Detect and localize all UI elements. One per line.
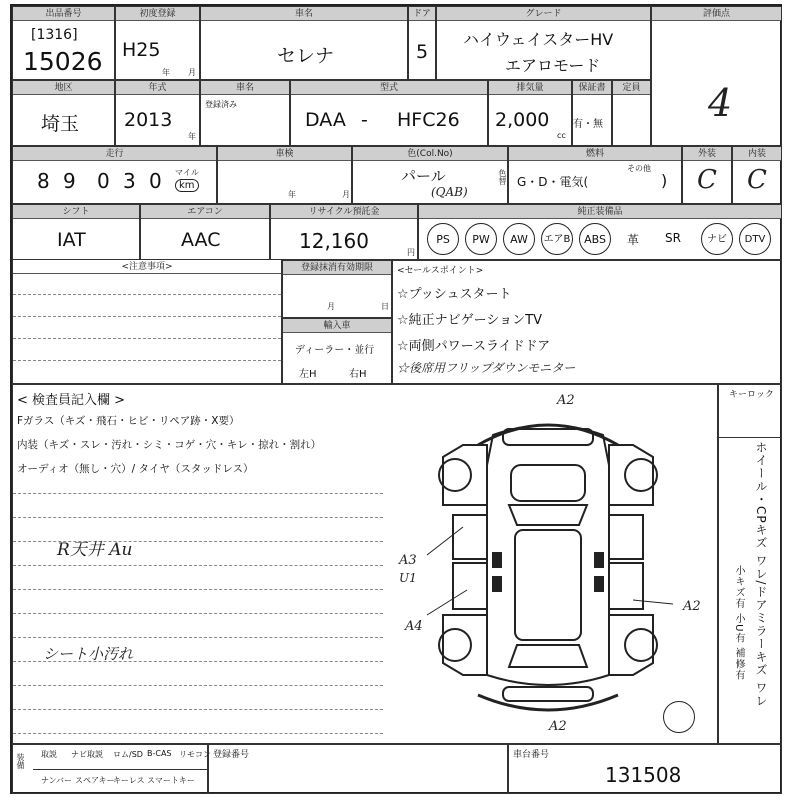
mileage-unit-mile: マイル [175,168,199,177]
displacement-unit: cc [557,131,566,140]
model-cell [290,80,488,146]
mark-a2-top: A2 [557,393,575,408]
equip-aw: AW [503,223,535,255]
reg-note-cell [200,80,290,146]
sales-points-header: <セールスポイント> [397,266,484,276]
inspection-month-unit: 月 [342,190,350,199]
model-prefix: DAA [305,109,346,131]
inspector-ruled-area [13,481,383,745]
doc-spare-key: スペアキー [75,776,115,785]
exterior-grade: C [697,165,717,195]
warranty-cell [572,80,612,146]
fuel-other: その他 [627,164,651,173]
color-main: パール [401,167,446,185]
doc-grid-line [33,769,207,770]
lot-cell [12,6,115,80]
mileage-d3: 3 [123,169,136,193]
mileage-header: 走行 [13,147,216,161]
recycle-header: リサイクル預託金 [271,205,417,219]
mark-a4: A4 [405,619,423,634]
capacity-header: 定員 [613,81,650,95]
model-year-value: 2013 [124,109,173,131]
doc-number: ナンバー [41,776,73,785]
capacity-cell [612,80,651,146]
sales-point-2: ☆純正ナビゲーションTV [397,313,542,328]
grade-line1: ハイウェイスターHV [463,30,614,49]
equip-navi: ナビ [701,223,733,255]
rating-value: 4 [708,81,733,125]
car-diagram [423,405,673,725]
color-header: 色(Col.No) [353,147,507,161]
bottom-header: 装備 [16,753,25,769]
model-code: HFC26 [397,109,460,131]
inspection-year-unit: 年 [288,190,296,199]
equipment-cell [418,204,782,260]
equip-leather: 革 [627,233,640,247]
aircon-cell [140,204,270,260]
inspector-line-1: Fガラス（キズ・飛石・ヒビ・リペア跡・X要） [17,415,240,427]
door-value: 5 [416,41,429,63]
import-header: 輸入車 [283,319,391,333]
key-lock-cell [718,384,782,744]
doc-bcas: B-CAS [147,749,172,758]
sales-point-1: ☆プッシュスタート [397,287,512,302]
fuel-options: G・D・電気( [517,175,589,189]
region-header: 地区 [13,81,114,95]
equip-ps: PS [427,223,459,255]
exterior-header: 外装 [683,147,731,161]
color-side: 色替 [498,169,507,185]
warranty-header: 保証書 [573,81,611,95]
inspector-line-2: 内装（キズ・スレ・汚れ・シミ・コゲ・穴・キレ・掠れ・割れ） [17,439,322,451]
notes-header: <注意事項> [13,260,281,274]
model-dash: - [361,109,368,131]
interior-grade: C [747,165,767,195]
mark-a2-right: A2 [683,599,701,614]
right-side-small: 小キズ有 小U有 補修有 [733,565,744,681]
model-year-header: 年式 [116,81,199,95]
import-cell [282,318,392,384]
equip-pw: PW [465,223,497,255]
mileage-cell [12,146,217,204]
first-reg-header: 初度登録 [116,7,199,21]
right-side-vertical: ホイール・CPキズ ワレ/ドアミラーキズ ワレ [754,441,768,708]
fuel-header: 燃料 [509,147,681,161]
door-cell [408,6,436,80]
car-name-cell [200,6,408,80]
rating-header: 評価点 [652,7,781,21]
inspection-header: 車検 [218,147,351,161]
recycle-cell [270,204,418,260]
equip-sr: SR [665,231,681,245]
recycle-unit: 円 [407,248,415,257]
handwritten-note-1: R天井 Au [57,540,133,560]
first-reg-era: H25 [122,39,161,61]
chassis-label: 車台番号 [513,750,550,760]
chassis-cell [508,744,782,794]
car-name-value: セレナ [277,45,335,67]
sales-points-cell [392,260,782,384]
inspector-cell [12,384,718,744]
fuel-close: ) [661,171,668,190]
key-lock-label: キーロック [729,390,774,400]
equipment-header: 純正装備品 [419,205,781,219]
reg-expiry-day: 日 [381,302,389,311]
aircon-value: AAC [181,229,221,251]
doc-navi-manual: ナビ取説 [71,750,103,759]
mileage-d1: 9 [63,169,76,193]
exterior-cell [682,146,732,204]
lot-header: 出品番号 [13,7,114,21]
warranty-value: 有・無 [573,119,603,130]
color-code: (QAB) [431,185,468,199]
displacement-value: 2,000 [495,109,550,131]
mileage-unit-km: km [175,179,199,192]
blank-circle [663,701,695,733]
aircon-header: エアコン [141,205,269,219]
first-reg-cell [115,6,200,80]
sales-point-3: ☆両側パワースライドドア [397,339,551,354]
import-right: 右H [349,369,367,380]
interior-header: 内装 [733,147,781,161]
mark-a3: A3 [399,553,417,568]
equip-airbag: エアB [541,223,573,255]
displacement-cell [488,80,572,146]
color-cell [352,146,508,204]
equip-docs-cell [12,744,211,794]
first-reg-month-unit: 月 [188,68,196,77]
mark-a2-bottom: A2 [549,719,567,734]
mileage-d2: 0 [97,169,110,193]
reg-expiry-header: 登録抹消有効期限 [283,261,391,275]
auction-sheet [10,4,782,794]
model-year-unit: 年 [188,132,196,141]
mileage-d4: 0 [149,169,162,193]
door-header: ドア [409,7,435,21]
recycle-value: 12,160 [299,229,369,253]
reg-note-header: 車名 [201,81,289,95]
shift-header: シフト [13,205,139,219]
reg-note: 登録済み [205,100,237,109]
doc-smart-key: スマートキー [147,776,195,785]
shift-value: IAT [57,229,86,251]
shift-cell [12,204,140,260]
doc-manual: 取説 [41,750,57,759]
region-cell [12,80,115,146]
grade-cell [436,6,651,80]
reg-expiry-month: 月 [327,302,335,311]
lot-sub: [1316] [31,27,78,43]
equip-dtv: DTV [739,223,771,255]
interior-cell [732,146,782,204]
handwritten-note-2: シート小汚れ [43,645,134,663]
inspector-line-3: オーディオ（無し・穴）/ タイヤ（スタッドレス） [17,463,254,475]
doc-rom-sd: ロム/SD [113,750,143,759]
notes-cell [12,260,282,384]
inspector-header: < 検査員記入欄 > [17,393,126,408]
inspection-cell [217,146,352,204]
first-reg-year-unit: 年 [162,68,170,77]
lot-number: 15026 [23,47,103,76]
rating-cell [651,6,782,146]
fuel-cell [508,146,682,204]
import-left: 左H [299,369,317,380]
grade-header: グレード [437,7,650,21]
reg-no-label: 登録番号 [213,750,250,760]
region-value: 埼玉 [41,113,80,135]
displacement-header: 排気量 [489,81,571,95]
doc-remote: リモコン [179,750,211,759]
mileage-d0: 8 [37,169,50,193]
mark-u1: U1 [399,571,417,585]
reg-no-cell [208,744,508,794]
doc-keyless: キーレス [113,776,145,785]
chassis-number: 131508 [605,763,682,787]
model-header: 型式 [291,81,487,95]
equip-abs: ABS [579,223,611,255]
reg-expiry-cell [282,260,392,318]
import-dealer: ディーラー・並行 [295,345,375,356]
key-lock-box [719,399,781,438]
sales-point-4: ☆後席用フリップダウンモニター [397,361,576,375]
model-year-cell [115,80,200,146]
grade-line2: エアロモード [505,56,601,75]
car-name-header: 車名 [201,7,407,21]
